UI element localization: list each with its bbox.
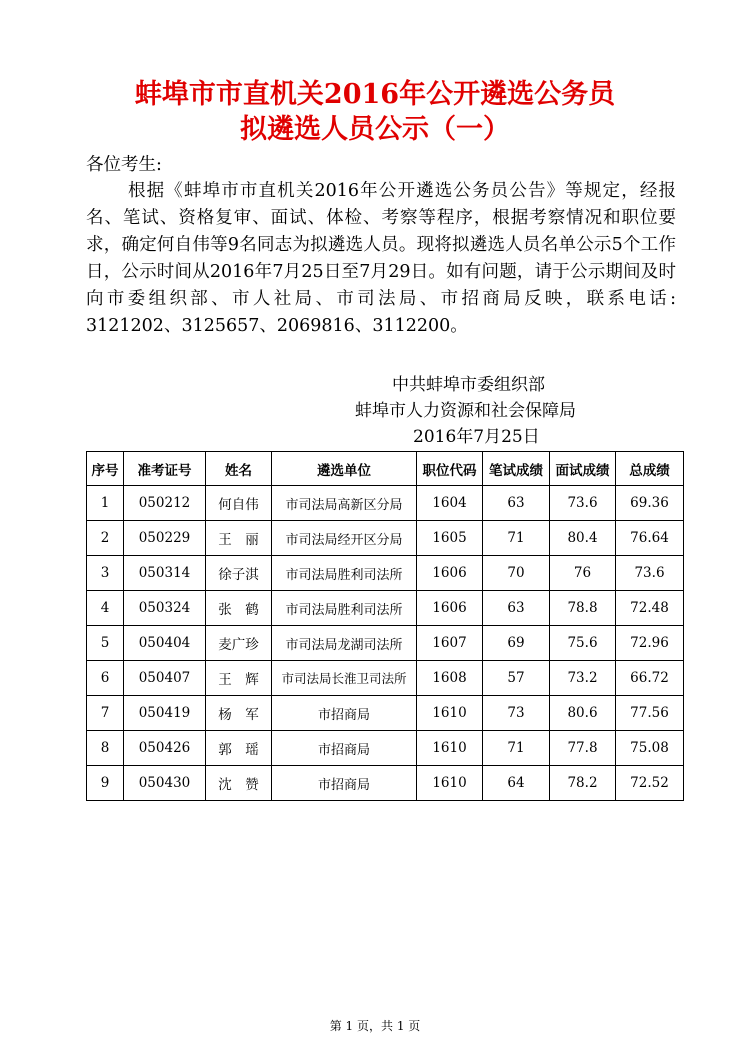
table-cell: 1605: [417, 521, 483, 556]
table-cell: 1607: [417, 626, 483, 661]
table-cell: 71: [483, 731, 550, 766]
table-cell: 70: [483, 556, 550, 591]
table-cell: 050419: [124, 696, 206, 731]
table-cell: 7: [87, 696, 124, 731]
table-cell: 市招商局: [272, 696, 417, 731]
table-row: [87, 661, 684, 696]
table-cell: 市招商局: [272, 731, 417, 766]
candidates-table: [86, 451, 684, 801]
table-cell: 1610: [417, 731, 483, 766]
table-cell: 73: [483, 696, 550, 731]
table-cell: 1606: [417, 556, 483, 591]
table-cell: 72.48: [616, 591, 684, 626]
table-cell: 6: [87, 661, 124, 696]
table-row: [87, 626, 684, 661]
table-cell: 66.72: [616, 661, 684, 696]
table-cell: 72.52: [616, 766, 684, 801]
header-cell: 面试成绩: [550, 452, 616, 486]
table-row: [87, 766, 684, 801]
table-cell: 1610: [417, 766, 483, 801]
table-cell: 徐子淇: [206, 556, 272, 591]
title-line-2: 拟遴选人员公示（一）: [240, 114, 510, 145]
table-cell: 78.2: [550, 766, 616, 801]
table-cell: 2: [87, 521, 124, 556]
table-cell: 57: [483, 661, 550, 696]
table-cell: 63: [483, 486, 550, 521]
table-cell: 050229: [124, 521, 206, 556]
signature-date: 2016年7月25日: [413, 427, 540, 447]
table-cell: 杨 军: [206, 696, 272, 731]
table-cell: 050314: [124, 556, 206, 591]
table-cell: 64: [483, 766, 550, 801]
table-cell: 78.8: [550, 591, 616, 626]
table-cell: 050426: [124, 731, 206, 766]
table-cell: 73.6: [550, 486, 616, 521]
table-cell: 77.8: [550, 731, 616, 766]
table-row: [87, 731, 684, 766]
table-cell: 72.96: [616, 626, 684, 661]
table-cell: 郭 瑶: [206, 731, 272, 766]
table-cell: 5: [87, 626, 124, 661]
table-cell: 050430: [124, 766, 206, 801]
table-cell: 75.6: [550, 626, 616, 661]
table-cell: 80.6: [550, 696, 616, 731]
table-cell: 王 辉: [206, 661, 272, 696]
table-cell: 1610: [417, 696, 483, 731]
table-cell: 市司法局经开区分局: [272, 521, 417, 556]
table-cell: 市招商局: [272, 766, 417, 801]
table-cell: 69: [483, 626, 550, 661]
header-cell: 总成绩: [616, 452, 684, 486]
table-cell: 050407: [124, 661, 206, 696]
table-cell: 市司法局高新区分局: [272, 486, 417, 521]
table-row: [87, 556, 684, 591]
table-cell: 1606: [417, 591, 483, 626]
table-cell: 1604: [417, 486, 483, 521]
table-cell: 80.4: [550, 521, 616, 556]
table-cell: 050404: [124, 626, 206, 661]
table-cell: 9: [87, 766, 124, 801]
table-cell: 市司法局长淮卫司法所: [272, 661, 417, 696]
table-cell: 75.08: [616, 731, 684, 766]
table-cell: 73.2: [550, 661, 616, 696]
table-cell: 张 鹤: [206, 591, 272, 626]
title-line-1: 蚌埠市市直机关2016年公开遴选公务员: [134, 79, 616, 110]
table-cell: 050324: [124, 591, 206, 626]
header-cell: 遴选单位: [272, 452, 417, 486]
table-cell: 76: [550, 556, 616, 591]
header-cell: 职位代码: [417, 452, 483, 486]
table-cell: 市司法局胜利司法所: [272, 591, 417, 626]
table-cell: 77.56: [616, 696, 684, 731]
table-cell: 市司法局胜利司法所: [272, 556, 417, 591]
table-cell: 1608: [417, 661, 483, 696]
table-cell: 69.36: [616, 486, 684, 521]
signature-org-2: 蚌埠市人力资源和社会保障局: [355, 401, 576, 421]
table-row: [87, 591, 684, 626]
table-cell: 沈 赞: [206, 766, 272, 801]
table-cell: 1: [87, 486, 124, 521]
announcement-paragraph: 根据《蚌埠市市直机关2016年公开遴选公务员公告》等规定，经报名、笔试、资格复审、面试、体检、考察等程序，根据考察情况和职位要求，确定何自伟等9名同志为拟遴选人员。现将拟遴选人员名单公示5个工作日，公示时间从2016年7月25日至7月29日。如有问题，请于公示期间及时向市委组织部、市人社局、市司法局、市招商局反映，联系电话: 3121202、3125657、2069816、3112200。: [86, 181, 676, 336]
header-cell: 笔试成绩: [483, 452, 550, 486]
table-header-row: [87, 452, 684, 486]
table-cell: 71: [483, 521, 550, 556]
table-row: [87, 486, 684, 521]
header-cell: 序号: [87, 452, 124, 486]
table-cell: 市司法局龙湖司法所: [272, 626, 417, 661]
signature-org-1: 中共蚌埠市委组织部: [392, 375, 545, 395]
table-cell: 73.6: [616, 556, 684, 591]
table-cell: 4: [87, 591, 124, 626]
header-cell: 姓名: [206, 452, 272, 486]
table-row: [87, 521, 684, 556]
header-cell: 准考证号: [124, 452, 206, 486]
table-row: [87, 696, 684, 731]
table-cell: 麦广珍: [206, 626, 272, 661]
table-cell: 王 丽: [206, 521, 272, 556]
greeting: 各位考生:: [86, 155, 162, 175]
table-cell: 76.64: [616, 521, 684, 556]
table-cell: 8: [87, 731, 124, 766]
table-cell: 63: [483, 591, 550, 626]
table-cell: 何自伟: [206, 486, 272, 521]
table-cell: 050212: [124, 486, 206, 521]
table-cell: 3: [87, 556, 124, 591]
page-footer: 第 1 页，共 1 页: [329, 1019, 421, 1033]
